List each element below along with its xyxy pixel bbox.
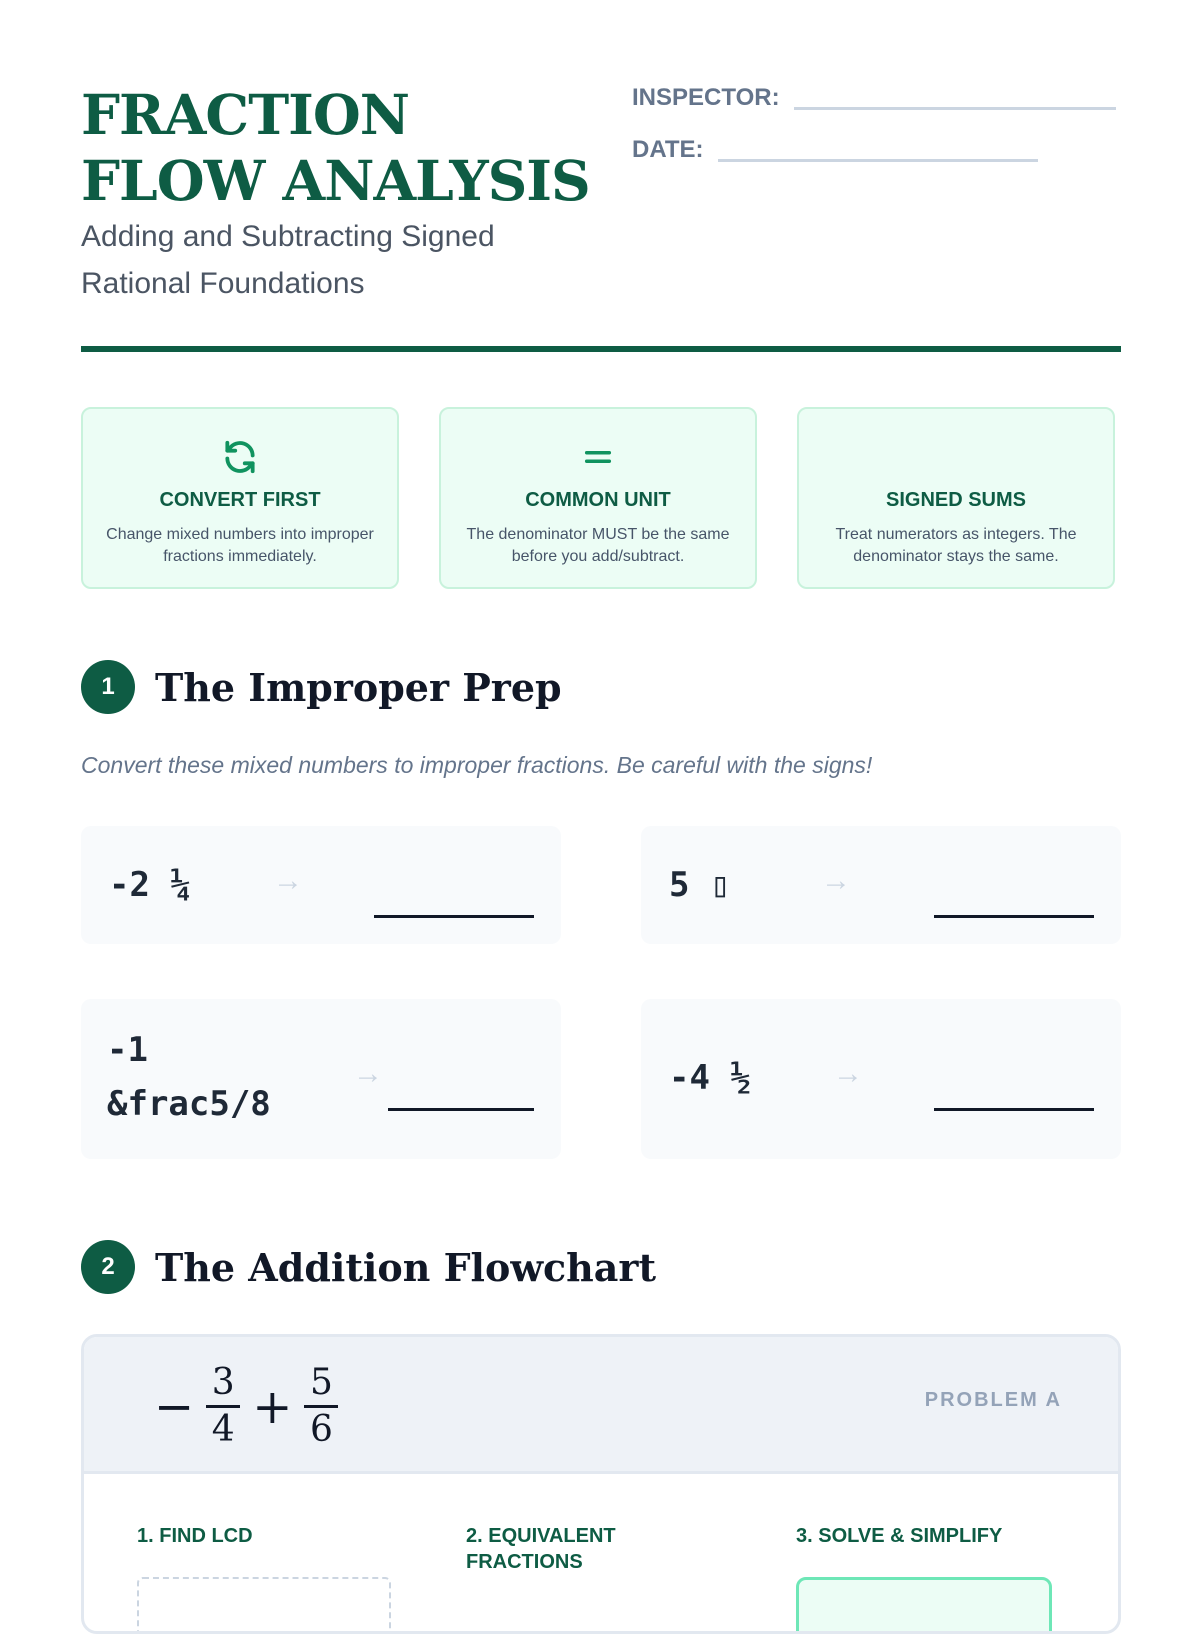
date-label: DATE: xyxy=(632,136,704,163)
answer-line[interactable] xyxy=(388,1108,534,1111)
denominator: 6 xyxy=(309,1409,333,1450)
tip-title: CONVERT FIRST xyxy=(159,489,321,511)
numerator: 3 xyxy=(211,1362,235,1403)
mixed-number: -4 ½ xyxy=(669,1058,751,1098)
tip-cards xyxy=(81,407,1121,589)
tip-desc: Change mixed numbers into improper fractions immediately. xyxy=(106,526,374,565)
conversion-problem-3 xyxy=(81,999,561,1159)
numerator: 5 xyxy=(309,1362,333,1403)
minus-sign: − xyxy=(154,1378,195,1435)
refresh-icon xyxy=(83,437,397,477)
plus-sign: + xyxy=(252,1378,293,1435)
step-solve-simplify: 3. SOLVE & SIMPLIFY xyxy=(796,1525,1003,1547)
problem-expression xyxy=(142,1363,338,1450)
tip-title: COMMON UNIT xyxy=(525,489,671,511)
section-1-header xyxy=(81,660,562,714)
final-answer-box[interactable] xyxy=(796,1577,1052,1634)
section-title: The Addition Flowchart xyxy=(155,1244,656,1290)
step-equivalent-fractions: 2. EQUIVALENT FRACTIONS xyxy=(466,1525,616,1573)
conversion-problem-1 xyxy=(81,826,561,944)
mixed-number: -2 ¼ xyxy=(109,865,191,905)
arrow-right-icon: → xyxy=(821,864,851,897)
date-line[interactable] xyxy=(718,159,1038,162)
conversion-problem-2 xyxy=(641,826,1121,944)
inspector-field xyxy=(632,83,1116,113)
section-number: 2 xyxy=(81,1240,135,1294)
fraction-bar xyxy=(206,1405,240,1408)
inspector-label: INSPECTOR: xyxy=(632,84,780,111)
equals-icon xyxy=(441,437,755,477)
problem-header xyxy=(84,1337,1118,1474)
header-divider xyxy=(81,346,1121,352)
tip-title: SIGNED SUMS xyxy=(885,489,1027,511)
section-1-instruction: Convert these mixed numbers to improper fractions. Be careful with the signs! xyxy=(81,752,873,778)
mixed-number: 5 ▯ xyxy=(669,865,731,905)
fraction-1 xyxy=(206,1363,240,1450)
inspector-line[interactable] xyxy=(794,107,1116,110)
tip-card-signed-sums xyxy=(797,407,1115,589)
problem-tag: PROBLEM A xyxy=(924,1389,1062,1411)
answer-line[interactable] xyxy=(934,915,1094,918)
answer-line[interactable] xyxy=(934,1108,1094,1111)
fraction-2 xyxy=(304,1363,338,1450)
blank-icon xyxy=(799,437,1113,477)
date-field xyxy=(632,135,1038,165)
answer-line[interactable] xyxy=(374,915,534,918)
page-title: FRACTION FLOW ANALYSIS xyxy=(81,82,590,213)
arrow-right-icon: → xyxy=(833,1057,863,1090)
arrow-right-icon: → xyxy=(353,1057,383,1090)
tip-card-convert-first xyxy=(81,407,399,589)
step-find-lcd: 1. FIND LCD xyxy=(137,1525,253,1547)
denominator: 4 xyxy=(211,1409,235,1450)
tip-desc: The denominator MUST be the same before you add/subtract. xyxy=(466,526,730,565)
section-2-header xyxy=(81,1240,656,1294)
conversion-problem-4 xyxy=(641,999,1121,1159)
section-number: 1 xyxy=(81,660,135,714)
lcd-answer-box[interactable] xyxy=(137,1577,391,1634)
section-title: The Improper Prep xyxy=(155,664,562,710)
fraction-bar xyxy=(304,1405,338,1408)
mixed-number: -1 &frac5/8 xyxy=(107,1030,271,1124)
addition-flowchart xyxy=(81,1334,1121,1634)
tip-card-common-unit xyxy=(439,407,757,589)
tip-desc: Treat numerators as integers. The denominator stays the same. xyxy=(835,526,1077,565)
page-subtitle: Adding and Subtracting Signed Rational Foundations xyxy=(81,220,495,300)
arrow-right-icon: → xyxy=(273,864,303,897)
